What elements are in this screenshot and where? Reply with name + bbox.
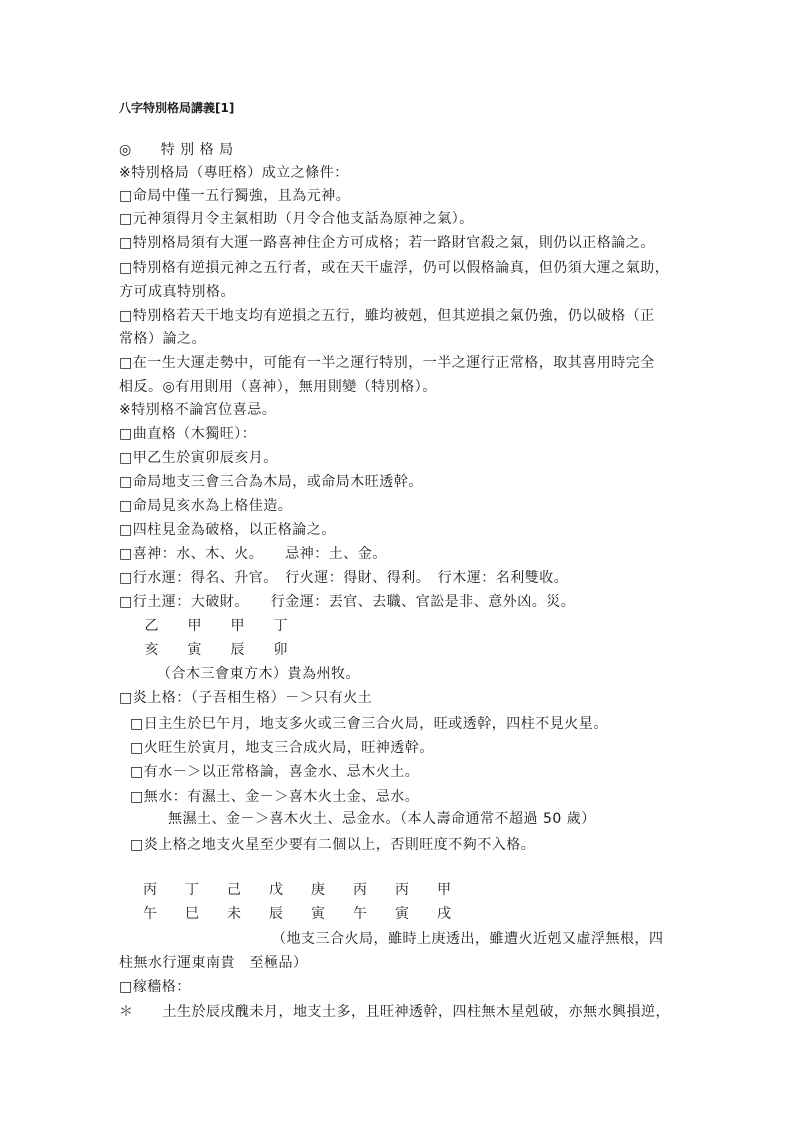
pillar-stem: 丁 [273,618,288,634]
pillar-branch: 寅 [187,642,202,658]
pillar-branch: 午 [143,906,157,922]
pillar-branch: 巳 [185,906,199,922]
pillar-stem: 丁 [185,882,199,898]
text-line: □特別格局須有大運一路喜神住企方可成格；若一路財官殺之氣，則仍以正格論之。 [119,235,655,251]
text-line: ※特別格局（專旺格）成立之條件： [119,165,349,181]
yan-shang-item: □火旺生於寅月，地支三合成火局，旺神透幹。 [130,740,434,756]
pillar-branches-row [129,903,465,925]
text-line: □在一生大運走勢中，可能有一半之運行特別，一半之運行正常格，取其喜用時完全 [119,355,655,371]
pillar-branch: 未 [227,906,241,922]
yan-shang-item: □無水：有濕土、金－＞喜木火土金、忌水。 [130,789,420,805]
text-line: □甲乙生於寅卯辰亥月。 [119,450,278,466]
text-line: □行土運：大破財。 行金運：丟官、去職、官訟是非、意外凶。災。 [119,594,576,610]
document-title: 八字特別格局講義[1] [119,101,235,115]
pillar-stem: 庚 [311,882,325,898]
text-line: 方可成真特別格。 [119,284,235,300]
pillar-stems-row [129,879,465,901]
pillar-stems-row [130,615,302,637]
pillar-branch: 寅 [311,906,325,922]
text-line: □元神須得月令主氣相助（月令合他支話為原神之氣）。 [119,211,474,227]
pillar-stem: 甲 [230,618,245,634]
pillar-note: （地支三合火局，雖時上庚透出，雖遭火近剋又虛浮無根，四 [272,931,664,947]
text-line: ※特別格不論宮位喜忌。 [119,402,277,418]
text-line: □四柱見金為破格，以正格論之。 [119,522,336,538]
text-line: □特別格有逆損元神之五行者，或在天干虛浮，仍可以假格論真，但仍須大運之氣助， [119,260,670,276]
pillar-note: （合木三會東方木）貴為州牧。 [157,666,360,682]
pillar-stem: 甲 [187,618,202,634]
text-line: □喜神：水、木、火。 忌神：土、金。 [119,546,387,562]
yan-shang-item: □炎上格之地支火星至少要有二個以上，否則旺度不夠不入格。 [130,837,536,853]
pillar-branch: 戌 [437,906,451,922]
jia-se-heading: □稼穡格： [119,979,191,995]
pillar-stem: 戊 [269,882,283,898]
yan-shang-item: □有水－＞以正常格論，喜金水、忌木火土。 [130,764,420,780]
pillar-branch: 亥 [144,642,159,658]
text-line: □特別格若天干地支均有逆損之五行，雖均被剋，但其逆損之氣仍強，仍以破格（正 [119,308,655,324]
pillar-branch: 辰 [230,642,245,658]
pillar-branch: 辰 [269,906,283,922]
yan-shang-heading: □炎上格：（子吾相生格）－＞只有火土 [119,690,373,706]
text-line: □命局見亥水為上格佳造。 [119,498,293,514]
text-line: □曲直格（木獨旺）： [119,426,257,442]
pillar-stem: 丙 [395,882,409,898]
pillar-note: 柱無水行運東南貴 至極品） [119,955,308,971]
pillar-branch: 卯 [273,642,288,658]
text-line: □命局中僅一五行獨強，且為元神。 [119,188,351,204]
text-line: 常格）論之。 [119,331,206,347]
yan-shang-item: □日主生於巳午月，地支多火或三會三合火局，旺或透幹，四柱不見火星。 [130,716,608,732]
pillar-stem: 己 [227,882,241,898]
text-line: 相反。◎有用則用（喜神），無用則變（特別格）。 [119,379,437,395]
pillar-stem: 丙 [143,882,157,898]
pillar-branch: 寅 [395,906,409,922]
pillar-stem: 乙 [144,618,159,634]
pillar-branches-row [130,639,302,661]
section-heading: ◎ 特 別 格 局 [119,142,234,158]
text-line: □行水運：得名、升官。 行火運：得財、得利。 行木運：名利雙收。 [119,570,569,586]
jia-se-item: ＊ 土生於辰戌醜未月，地支土多，且旺神透幹，四柱無木星剋破，亦無水興損逆， [119,1004,670,1020]
pillar-branch: 午 [353,906,367,922]
text-line: □命局地支三會三合為木局，或命局木旺透幹。 [119,474,423,490]
pillar-stem: 丙 [353,882,367,898]
yan-shang-subline: 無濕土、金－＞喜木火土、忌金水。（本人壽命通常不超過 50 歲） [168,811,596,827]
pillar-stem: 甲 [437,882,451,898]
